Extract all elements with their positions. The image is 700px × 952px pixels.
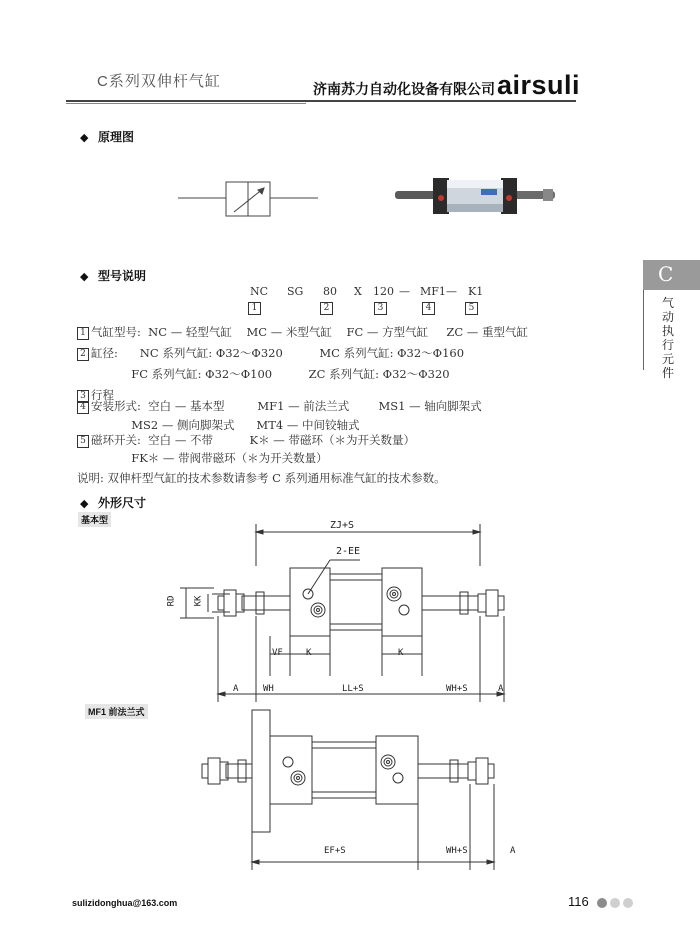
code-box-4: 4	[422, 302, 435, 315]
desc-num-2: 2	[77, 348, 89, 361]
dim-mf1-a: A	[510, 846, 516, 856]
dim-kk: KK	[193, 595, 204, 607]
desc-line-7	[77, 432, 415, 448]
subhead-mf1: MF1 前法兰式	[85, 704, 148, 719]
dim-ee: 2-EE	[336, 546, 361, 557]
dim-vf: VF	[272, 648, 283, 658]
desc-text-2: 缸径: NC 系列气缸: Φ32～Φ320 MC 系列气缸: Φ32～Φ160	[91, 346, 465, 360]
code-box-3: 3	[374, 302, 387, 315]
side-tab-letter: C	[658, 262, 674, 286]
dim-k-right: K	[398, 648, 404, 658]
section-model: ◆ 型号说明	[80, 269, 147, 283]
desc-text-1: 气缸型号: NC — 轻型气缸 MC — 米型气缸 FC — 方型气缸 ZC — 重型气缸	[91, 325, 528, 339]
code-sg: SG	[287, 285, 304, 298]
code-box-1: 1	[248, 302, 261, 315]
code-dash1: —	[399, 285, 410, 298]
desc-num-5: 5	[77, 435, 89, 448]
code-bore: 80	[323, 285, 337, 298]
dim-wh: WH	[263, 684, 274, 694]
page-dot-2	[610, 898, 620, 908]
mf1-drawing	[160, 704, 560, 874]
desc-line-2	[77, 345, 464, 361]
section-principle: ◆ 原理图	[80, 130, 135, 144]
desc-text-5: 磁环开关: 空白 — 不带 K＊ — 带磁环（＊为开关数量）	[91, 433, 415, 447]
desc-text-3: 行程	[91, 388, 114, 402]
note: 说明: 双伸杆型气缸的技术参数请参考 C 系列通用标准气缸的技术参数。	[77, 471, 446, 485]
page-number: 116	[568, 894, 589, 909]
company-name: 济南苏力自动化设备有限公司	[313, 81, 495, 97]
desc-line-8: FK＊ — 带阀带磁环（＊为开关数量）	[91, 451, 328, 465]
basic-type-drawing	[160, 516, 560, 706]
code-dash2: —	[446, 285, 457, 298]
desc-line-3: FC 系列气缸: Φ32～Φ100 ZC 系列气缸: Φ32～Φ320	[91, 367, 450, 381]
dim-a-right: A	[498, 684, 504, 694]
code-x: X	[354, 285, 362, 298]
section-model-label: 型号说明	[98, 269, 147, 283]
desc-line-5	[77, 398, 482, 414]
dim-zj: ZJ+S	[330, 520, 355, 531]
page-dot-3	[623, 898, 633, 908]
brand-logo: airsuli	[497, 70, 581, 100]
section-dimension: ◆ 外形尺寸	[80, 496, 147, 510]
code-box-5: 5	[465, 302, 478, 315]
desc-num-4: 4	[77, 401, 89, 414]
cylinder-photo	[393, 168, 558, 224]
series-title: C系列双伸杆气缸	[97, 73, 221, 90]
header-rule	[66, 100, 576, 102]
dim-a-left: A	[233, 684, 239, 694]
code-nc: NC	[250, 285, 269, 298]
desc-num-3: 3	[77, 390, 89, 403]
code-k1: K1	[468, 285, 484, 298]
desc-num-1: 1	[77, 327, 89, 340]
dim-k-left: K	[306, 648, 312, 658]
side-tab-label: 气动执行元件	[662, 296, 675, 380]
desc-line-1	[77, 324, 528, 340]
desc-line-6: MS2 — 侧向脚架式 MT4 — 中间铰轴式	[91, 418, 360, 432]
dim-ll: LL+S	[342, 684, 364, 694]
code-box-2: 2	[320, 302, 333, 315]
dim-wh-s: WH+S	[446, 684, 468, 694]
code-stroke: 120	[373, 285, 394, 298]
desc-text-4: 安装形式: 空白 — 基本型 MF1 — 前法兰式 MS1 — 轴向脚架式	[91, 399, 482, 413]
section-principle-label: 原理图	[98, 130, 135, 144]
cylinder-symbol	[178, 170, 318, 240]
section-dimension-label: 外形尺寸	[98, 496, 147, 510]
dim-rd: RD	[166, 595, 177, 607]
page-dot-1	[597, 898, 607, 908]
dim-mf1-wh: WH+S	[446, 846, 468, 856]
code-mf1: MF1	[420, 285, 446, 298]
subhead-basic: 基本型	[78, 512, 111, 527]
footer-email: sulizidonghua@163.com	[72, 898, 178, 908]
dim-ef: EF+S	[324, 846, 346, 856]
header-rule-thin	[66, 103, 306, 104]
